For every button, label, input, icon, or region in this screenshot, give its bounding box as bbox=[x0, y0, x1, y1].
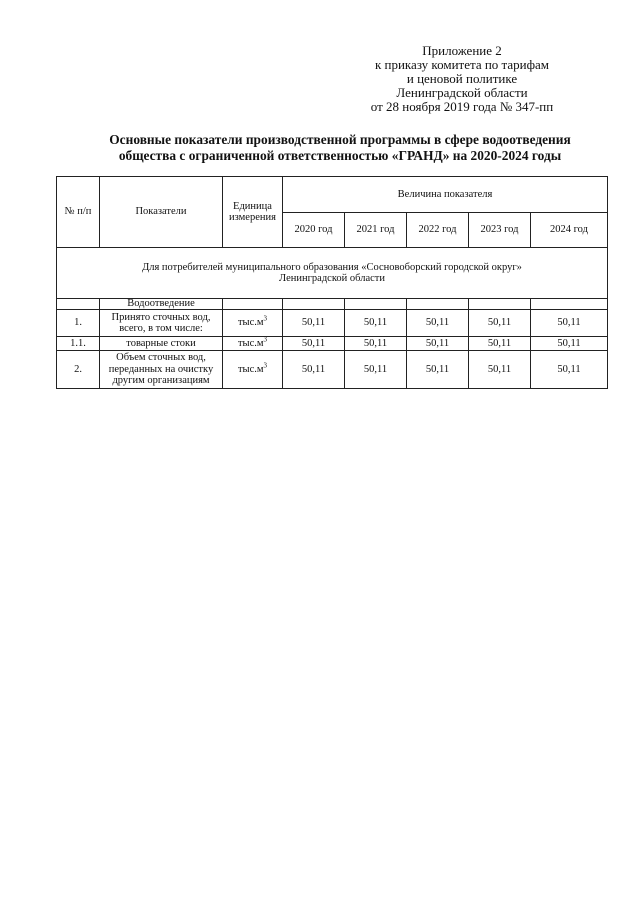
cell-unit bbox=[223, 299, 283, 310]
unit-text: тыс.м bbox=[237, 363, 264, 375]
header-year: 2023 год bbox=[469, 213, 531, 248]
appendix-line: к приказу комитета по тарифам bbox=[374, 57, 550, 72]
cell-value bbox=[469, 299, 531, 310]
cell-value: 50,11 bbox=[469, 351, 531, 389]
cell-value: 50,11 bbox=[283, 351, 345, 389]
appendix-line: Приложение 2 bbox=[422, 43, 502, 58]
cell-value bbox=[531, 299, 608, 310]
table-row bbox=[57, 351, 608, 389]
consumer-band-line: Ленинградской области bbox=[279, 273, 385, 284]
cell-indicator: товарные стоки bbox=[100, 337, 223, 351]
cell-value: 50,11 bbox=[407, 351, 469, 389]
document-title bbox=[80, 132, 600, 164]
table-row bbox=[57, 299, 608, 310]
title-line: Основные показатели производственной программы в сфере водоотведения bbox=[109, 132, 571, 147]
consumer-band bbox=[57, 248, 608, 299]
title-line: общества с ограниченной ответственностью «ГРАНД» на 2020-2024 годы bbox=[118, 148, 562, 163]
cell-indicator: Объем сточных вод, переданных на очистку другим организациям bbox=[100, 351, 223, 389]
cell-value: 50,11 bbox=[407, 337, 469, 351]
unit-text: тыс.м bbox=[237, 317, 264, 329]
table-row bbox=[57, 337, 608, 351]
unit-superscript: 3 bbox=[263, 361, 268, 370]
cell-value: 50,11 bbox=[469, 310, 531, 337]
header-unit: Единица измерения bbox=[223, 177, 283, 248]
cell-num: 1. bbox=[57, 310, 100, 337]
cell-value: 50,11 bbox=[531, 310, 608, 337]
unit-superscript: 3 bbox=[263, 336, 268, 344]
cell-num: 2. bbox=[57, 351, 100, 389]
cell-num bbox=[57, 299, 100, 310]
cell-value: 50,11 bbox=[345, 310, 407, 337]
header-value-group: Величина показателя bbox=[283, 177, 608, 213]
cell-value: 50,11 bbox=[345, 351, 407, 389]
cell-indicator: Водоотведение bbox=[100, 299, 223, 310]
cell-value bbox=[345, 299, 407, 310]
cell-value: 50,11 bbox=[531, 351, 608, 389]
indicators-table bbox=[56, 176, 608, 389]
cell-value: 50,11 bbox=[469, 337, 531, 351]
header-year: 2024 год bbox=[531, 213, 608, 248]
cell-value: 50,11 bbox=[531, 337, 608, 351]
header-year: 2022 год bbox=[407, 213, 469, 248]
cell-value: 50,11 bbox=[345, 337, 407, 351]
consumer-band-line: Для потребителей муниципального образования «Сосновоборский городской округ» bbox=[142, 261, 522, 273]
appendix-line: Ленинградской области bbox=[396, 85, 528, 100]
header-year: 2021 год bbox=[345, 213, 407, 248]
appendix-reference bbox=[347, 44, 577, 114]
cell-unit bbox=[223, 310, 283, 337]
cell-value bbox=[407, 299, 469, 310]
unit-superscript: 3 bbox=[263, 314, 268, 323]
cell-num: 1.1. bbox=[57, 337, 100, 351]
cell-value bbox=[283, 299, 345, 310]
cell-value: 50,11 bbox=[407, 310, 469, 337]
cell-unit bbox=[223, 351, 283, 389]
cell-unit bbox=[223, 337, 283, 351]
table-row bbox=[57, 310, 608, 337]
cell-value: 50,11 bbox=[283, 310, 345, 337]
header-year: 2020 год bbox=[283, 213, 345, 248]
cell-value: 50,11 bbox=[283, 337, 345, 351]
appendix-line: от 28 ноября 2019 года № 347-пп bbox=[370, 99, 554, 114]
appendix-line: и ценовой политике bbox=[406, 71, 518, 86]
cell-indicator: Принято сточных вод, всего, в том числе: bbox=[100, 310, 223, 337]
header-num: № п/п bbox=[57, 177, 100, 248]
unit-text: тыс.м bbox=[237, 337, 264, 349]
header-indicator: Показатели bbox=[100, 177, 223, 248]
